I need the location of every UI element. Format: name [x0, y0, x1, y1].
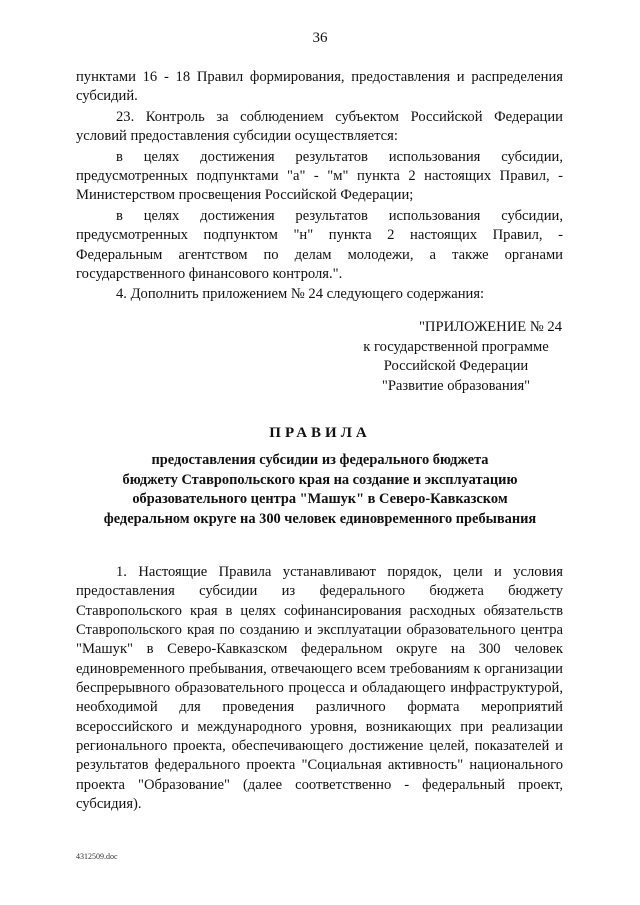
page-number: 36 — [312, 30, 328, 46]
rules-heading: ПРАВИЛА — [269, 425, 371, 441]
paragraph-control-ministry: в целях достижения результатов использования субсидии, предусмотренных подпунктами "а" - "м" пункта 2 настоящих Правил, - Министерством просвещения Российской Федерации; — [76, 148, 563, 204]
paragraph-item-4: 4. Дополнить приложением № 24 следующего содержания: — [116, 286, 485, 303]
subtitle-line: бюджету Ставропольского края на создание и эксплуатацию — [122, 471, 518, 488]
paragraph-1: 1. Настоящие Правила устанавливают порядок, цели и условия предоставления субсидии из федерального бюджета бюджету Ставропольского края в целях софинансирования расходных обязательств Ставропольского края по созданию и эксплуатации образовательного центра "Машук" в Северо-Кавказском федеральном округе на 300 человек единовременного пребывания, отвечающего всем требованиям к организации беспрерывного образовательного процесса и обладающего инфраструктурой, необходимой для проведения различного формата мероприятий всероссийского и международного уровня, возникающих при реализации регионального проекта, обеспечивающего достижение целей, показателей и результатов федерального проекта "Социальная активность" национального проекта "Образование" (далее соответственно - федеральный проект, субсидия). — [76, 564, 563, 813]
appendix-block — [340, 318, 572, 396]
paragraph-control-agency: в целях достижения результатов использования субсидии, предусмотренных подпунктом "н" пункта 2 настоящих Правил, - Федеральным агентством по делам молодежи, а также органами государственного финансового контроля.". — [76, 207, 563, 283]
rules-subtitle — [96, 451, 544, 529]
appendix-line-3: "Развитие образования" — [381, 377, 531, 394]
main-text-block — [76, 563, 563, 814]
subtitle-line: образовательного центра "Машук" в Северо-Кавказском — [132, 491, 508, 508]
appendix-line-1: к государственной программе — [363, 338, 549, 355]
paragraph-23: 23. Контроль за соблюдением субъектом Российской Федерации условий предоставления субсидии осуществляется: — [76, 108, 563, 145]
top-text-block — [76, 68, 563, 305]
appendix-line-2: Российской Федерации — [383, 358, 529, 374]
subtitle-line: предоставления субсидии из федерального бюджета — [151, 452, 489, 468]
footer-filename: 4312509.doc — [76, 852, 118, 861]
appendix-title: "ПРИЛОЖЕНИЕ № 24 — [418, 319, 562, 335]
paragraph-continuation: пунктами 16 - 18 Правил формирования, предоставления и распределения субсидий. — [76, 69, 563, 105]
subtitle-line: федеральном округе на 300 человек единовременного пребывания — [103, 510, 537, 527]
